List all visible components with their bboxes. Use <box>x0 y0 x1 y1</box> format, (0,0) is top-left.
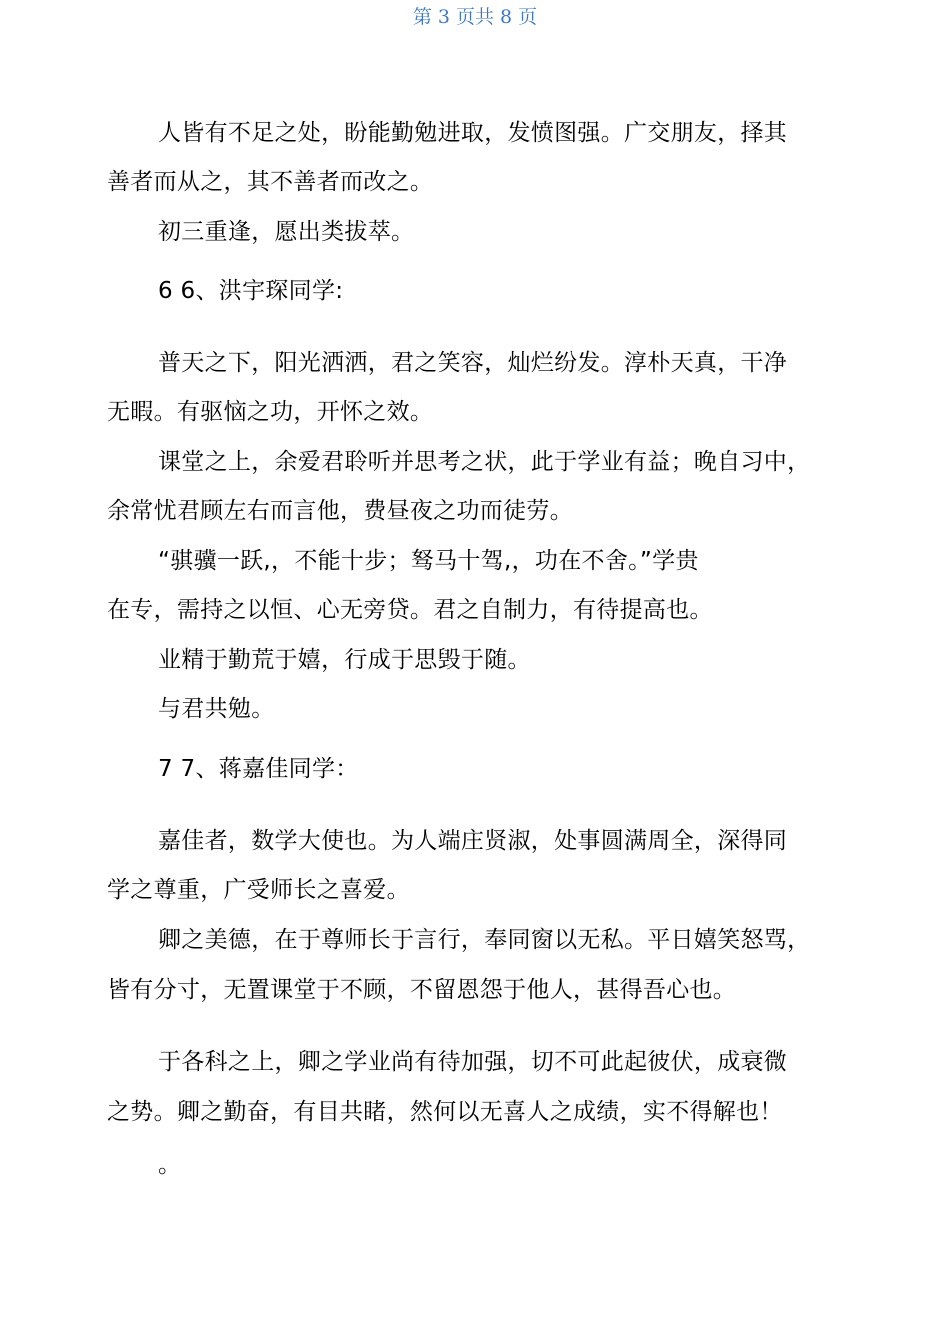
paragraph-line: 之势。卿之勤奋，有目共睹，然何以无喜人之成绩，实不得解也！ <box>107 1099 783 1125</box>
paragraph-line: 普天之下，阳光洒洒，君之笑容，灿烂纷发。淳朴天真，干净 <box>158 350 788 376</box>
paragraph-line: 善者而从之，其不善者而改之。 <box>107 169 434 195</box>
paragraph-line: 嘉佳者，数学大使也。为人端庄贤淑，处事圆满周全，深得同 <box>158 828 788 854</box>
section-heading: 7 7、蒋嘉佳同学： <box>158 756 359 782</box>
paragraph-line: 业精于勤荒于嬉，行成于思毁于随。 <box>158 647 531 673</box>
paragraph-line: 课堂之上，余爱君聆听并思考之状，此于学业有益；晚自习中， <box>158 449 811 475</box>
paragraph-line: 初三重逢，愿出类拔萃。 <box>158 219 415 245</box>
paragraph-line: 皆有分寸，无置课堂于不顾，不留恩怨于他人，甚得吾心也。 <box>107 977 737 1003</box>
paragraph-line: 无暇。有驱恼之功，开怀之效。 <box>107 399 434 425</box>
paragraph-line: 学之尊重，广受师长之喜爱。 <box>107 877 410 903</box>
page-indicator: 第 3 页共 8 页 <box>412 6 538 28</box>
paragraph-line: 与君共勉。 <box>158 696 275 722</box>
paragraph-line: 卿之美德，在于尊师长于言行，奉同窗以无私。平日嬉笑怒骂， <box>158 927 811 953</box>
quote-line: “骐骥一跃,，不能十步；驽马十驾,，功在不舍。”学贵 <box>158 548 699 574</box>
paragraph-line: 人皆有不足之处，盼能勤勉进取，发愤图强。广交朋友，择其 <box>158 120 788 146</box>
paragraph-line: 于各科之上，卿之学业尚有待加强，切不可此起彼伏，成衰微 <box>158 1049 788 1075</box>
paragraph-line: 余常忧君顾左右而言他，费昼夜之功而徒劳。 <box>107 498 573 524</box>
section-heading: 6 6、洪宇琛同学: <box>158 278 344 304</box>
paragraph-line: 在专，需持之以恒、心无旁贷。君之自制力，有待提高也。 <box>107 597 713 623</box>
paragraph-line: 。 <box>158 1152 182 1178</box>
